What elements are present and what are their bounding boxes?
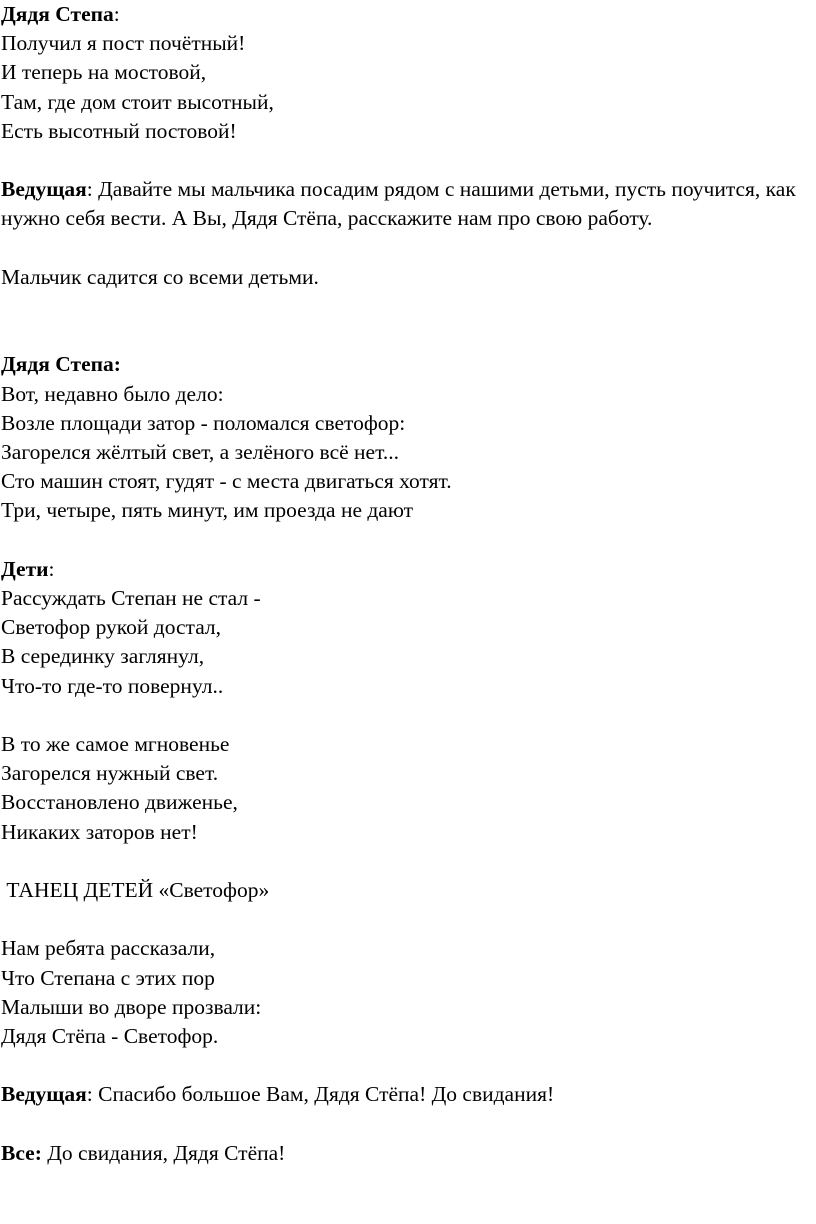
verse-line: Восстановлено движенье, xyxy=(1,790,238,815)
blank-line xyxy=(1,234,813,263)
verse-line: Светофор рукой достал, xyxy=(1,615,222,640)
verse-line: Что-то где-то повернул.. xyxy=(1,673,224,698)
host-text: : Давайте мы мальчика посадим рядом с нашими детьми, пусть поучится, как нужно себя вести. А Вы, Дядя Стёпа, расскажите нам про свою работу. xyxy=(1,177,796,231)
blank-line xyxy=(1,526,813,555)
verse-line: Там, где дом стоит высотный, xyxy=(1,89,274,114)
blank-line xyxy=(1,701,813,730)
verse-line: Получил я пост почётный! xyxy=(1,31,246,56)
stage-direction: Мальчик садится со всеми детьми. xyxy=(1,264,319,289)
verse-line: Никаких заторов нет! xyxy=(1,819,198,844)
blank-line xyxy=(1,1110,813,1139)
speaker-name: Дети xyxy=(1,556,49,581)
speaker-name: Все: xyxy=(1,1140,42,1165)
host-paragraph xyxy=(1,175,813,233)
document-page xyxy=(1,0,813,1168)
verse-line: Загорелся жёлтый свет, а зелёного всё нет... xyxy=(1,439,399,464)
speaker-colon: : xyxy=(113,2,120,26)
blank-line xyxy=(1,146,813,175)
verse-line: Вот, недавно было дело: xyxy=(1,381,224,406)
blank-line xyxy=(1,847,813,876)
speaker-line xyxy=(1,555,813,584)
verse-line: И теперь на мостовой, xyxy=(1,60,207,85)
verse-line: В серединку заглянул, xyxy=(1,644,205,669)
verse-line: Возле площади затор - поломался светофор: xyxy=(1,410,406,435)
blank-line xyxy=(1,1051,813,1080)
blank-line xyxy=(1,321,813,350)
verse-line: В то же самое мгновенье xyxy=(1,731,230,756)
verse-line: Есть высотный постовой! xyxy=(1,118,237,143)
speaker-name: Дядя Степа: xyxy=(1,352,121,377)
speaker-line xyxy=(1,350,813,379)
speaker-name: Дядя Степа xyxy=(1,2,114,26)
dance-title: ТАНЕЦ ДЕТЕЙ «Светофор» xyxy=(1,877,270,902)
verse-line: Нам ребята рассказали, xyxy=(1,936,216,961)
blank-line xyxy=(1,292,813,321)
verse-line: Рассуждать Степан не стал - xyxy=(1,585,261,610)
verse-line: Малыши во дворе прозвали: xyxy=(1,994,262,1019)
verse-line: Что Степана с этих пор xyxy=(1,965,215,990)
all-line xyxy=(1,1139,813,1168)
speaker-colon: : xyxy=(48,556,55,581)
verse-line: Дядя Стёпа - Светофор. xyxy=(1,1023,219,1048)
host-line xyxy=(1,1080,813,1109)
all-text: До свидания, Дядя Стёпа! xyxy=(41,1140,286,1165)
speaker-line xyxy=(1,0,813,29)
host-text: : Спасибо большое Вам, Дядя Стёпа! До свидания! xyxy=(86,1082,555,1107)
blank-line xyxy=(1,905,813,934)
speaker-name: Ведущая xyxy=(1,1082,87,1107)
verse-line: Загорелся нужный свет. xyxy=(1,761,219,786)
verse-line: Три, четыре, пять минут, им проезда не дают xyxy=(1,498,414,523)
speaker-name: Ведущая xyxy=(1,177,87,202)
verse-line: Сто машин стоят, гудят - с места двигаться хотят. xyxy=(1,469,452,494)
